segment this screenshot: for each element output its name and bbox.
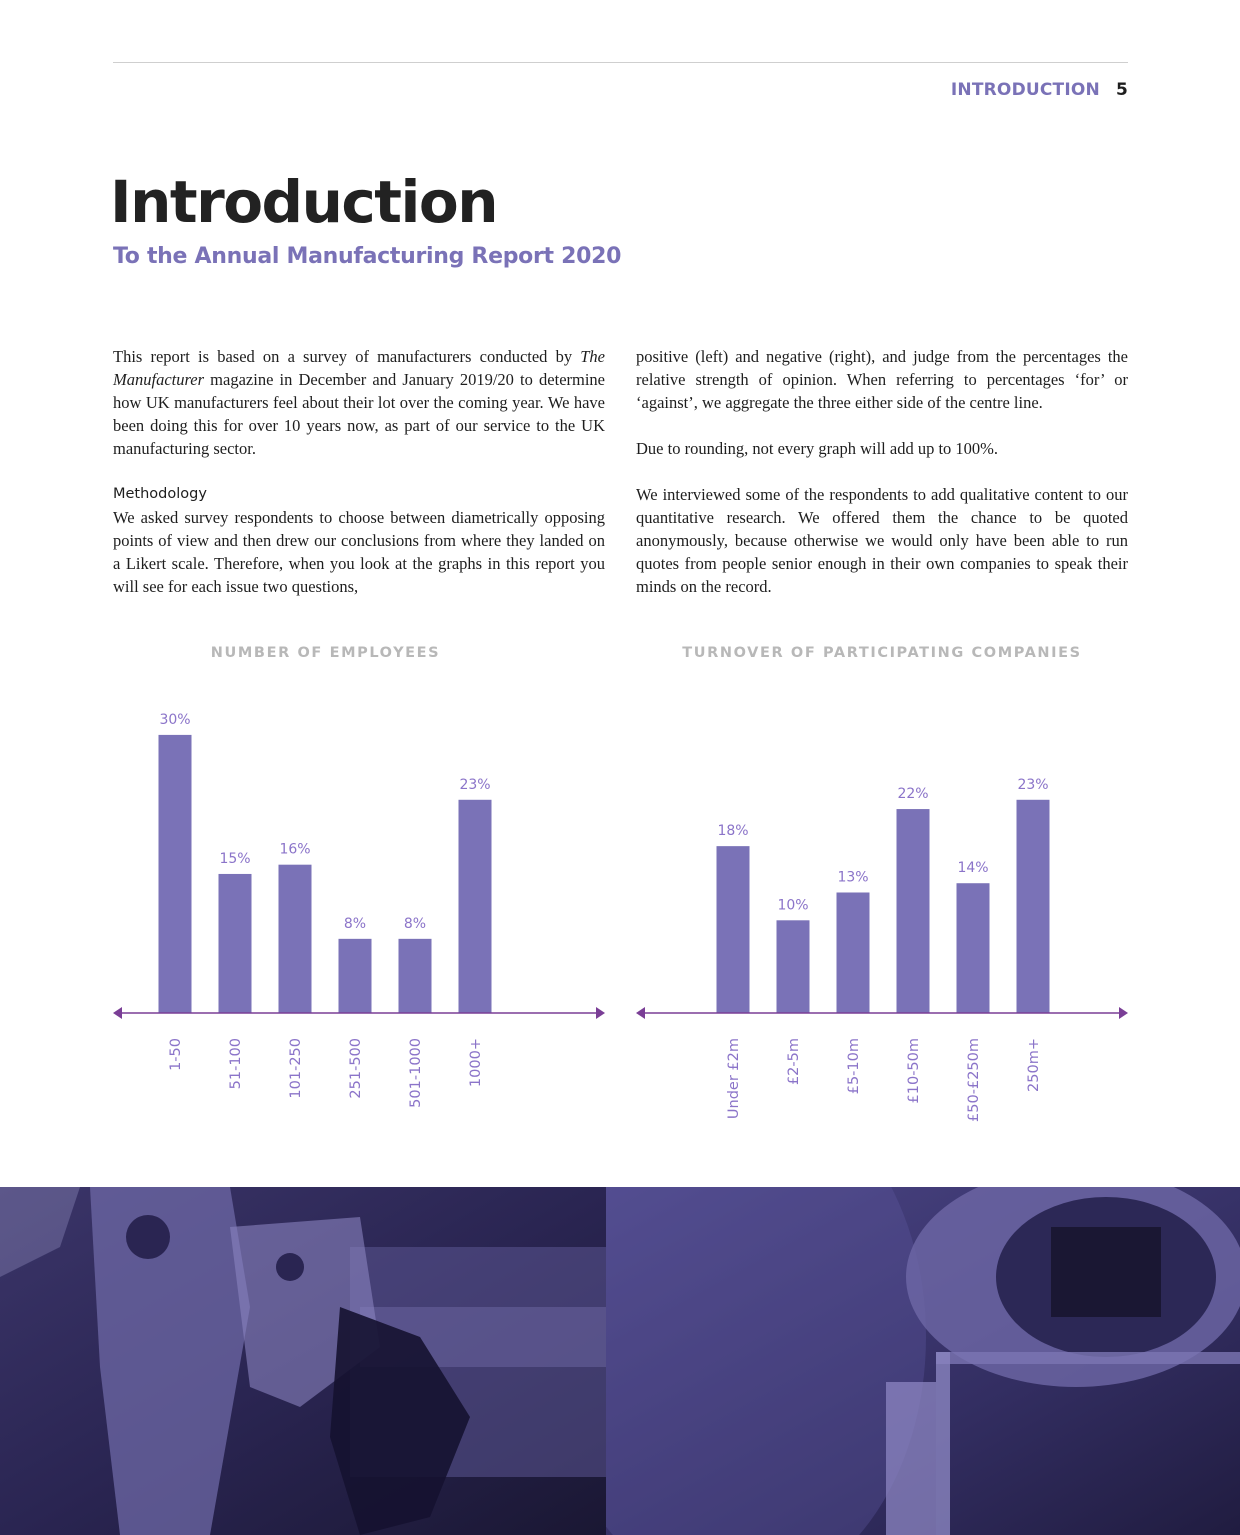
bar-£5-10m	[837, 892, 870, 1013]
bar-£10-50m	[897, 809, 930, 1013]
data-label: 8%	[403, 915, 427, 932]
magazine-name: The Manufacturer	[113, 347, 605, 389]
chart-title-employees: NUMBER OF EMPLOYEES	[210, 645, 441, 661]
category-label: 101-250	[288, 1038, 304, 1099]
page-subtitle: To the Annual Manufacturing Report 2020	[113, 244, 622, 269]
data-label: 22%	[897, 786, 929, 803]
paragraph-rounding: Due to rounding, not every graph will add up to 100%.	[636, 439, 999, 458]
bar-chart-employees	[113, 712, 605, 1108]
bar-51-100	[219, 874, 252, 1013]
paragraph-methodology: We asked survey respondents to choose between diametrically opposing points of view and then drew our conclusions from where they landed on a Likert scale. Therefore, when you look at the graphs in this report you will see for each issue two questions,	[113, 508, 605, 596]
category-label: 251-500	[348, 1038, 364, 1099]
category-label: £5-10m	[846, 1038, 862, 1095]
data-label: 8%	[343, 915, 367, 932]
bar-101-250	[279, 865, 312, 1013]
category-label: 51-100	[228, 1038, 244, 1090]
category-label: 1000+	[468, 1038, 484, 1088]
data-label: 23%	[459, 776, 491, 793]
bar-250m+	[1017, 800, 1050, 1013]
factory-photo-right	[606, 1187, 1240, 1535]
methodology-heading: Methodology	[113, 486, 207, 502]
data-label: 15%	[219, 850, 251, 867]
data-label: 10%	[777, 897, 809, 914]
bar-£50-£250m	[957, 883, 990, 1013]
paragraph-likert: positive (left) and negative (right), and judge from the percentages the relative strength of opinion. When referring to percentages ‘for’ or ‘against’, we aggregate the three either side of the centre line.	[636, 347, 1128, 412]
category-label: £50-£250m	[966, 1038, 982, 1122]
page-title: Introduction	[110, 168, 497, 236]
data-label: 18%	[717, 823, 749, 840]
intro-text-start: This report is based on a survey of manufacturers conducted by	[113, 347, 581, 366]
data-label: 16%	[279, 841, 311, 858]
axis-arrow-left	[113, 1007, 122, 1019]
intro-text-end: magazine in December and January 2019/20 to determine how UK manufacturers feel about their lot over the coming year. We have been doing this for over 10 years now, as part of our service to the UK manufacturing sector.	[113, 370, 605, 458]
category-label: 501-1000	[408, 1038, 424, 1108]
data-label: 14%	[957, 860, 989, 877]
axis-arrow-right	[596, 1007, 605, 1019]
paragraph-interviews: We interviewed some of the respondents to add qualitative content to our quantitative research. We offered them the chance to be quoted anonymously, because otherwise we would only have been able to run quotes from people senior enough in their own companies to speak their minds on the record.	[636, 485, 1128, 596]
axis-arrow-left	[636, 1007, 645, 1019]
chart-title-turnover: TURNOVER OF PARTICIPATING COMPANIES	[682, 645, 1082, 661]
category-label: £2-5m	[786, 1038, 802, 1086]
data-label: 13%	[837, 869, 869, 886]
category-label: 1-50	[168, 1038, 184, 1071]
data-label: 23%	[1017, 776, 1049, 793]
bar-1-50	[159, 735, 192, 1013]
bar-chart-turnover	[636, 777, 1128, 1122]
bar-Under £2m	[717, 846, 750, 1013]
bar-251-500	[339, 939, 372, 1013]
data-label: 30%	[159, 711, 191, 728]
page-number: 5	[1115, 80, 1128, 100]
category-label: Under £2m	[726, 1038, 742, 1120]
bar-501-1000	[399, 939, 432, 1013]
bar-1000+	[459, 800, 492, 1013]
category-label: 250m+	[1026, 1038, 1042, 1092]
factory-photo-left	[0, 1187, 606, 1535]
axis-arrow-right	[1119, 1007, 1128, 1019]
section-label: INTRODUCTION	[950, 80, 1100, 100]
bar-£2-5m	[777, 920, 810, 1013]
category-label: £10-50m	[906, 1038, 922, 1104]
